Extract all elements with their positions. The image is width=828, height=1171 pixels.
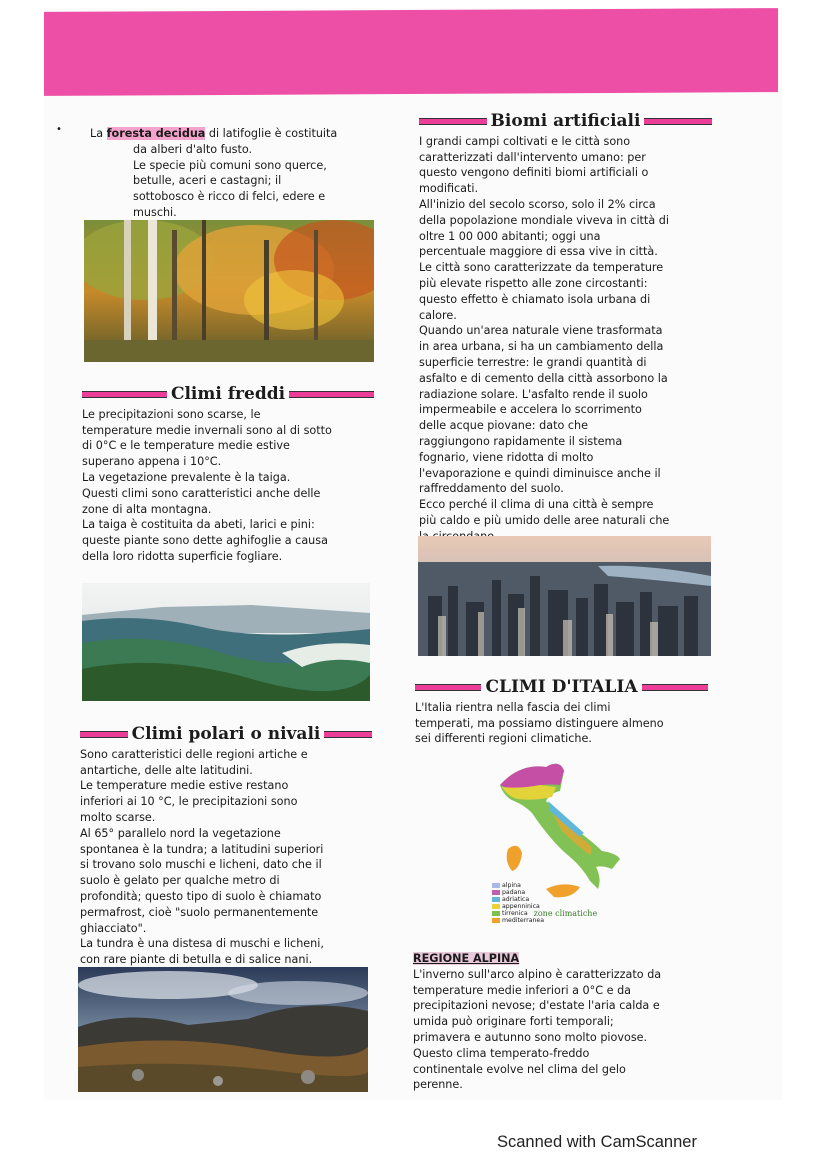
text-line: calore. bbox=[419, 308, 457, 322]
text-line: antartiche, delle alte latitudini. bbox=[80, 763, 253, 777]
text-line: spontanea è la tundra; a latitudini superiori bbox=[80, 842, 324, 856]
text-line: in area urbana, si ha un cambiamento della bbox=[419, 340, 664, 354]
climi-freddi-title: Climi freddi bbox=[82, 387, 374, 403]
text-line: precipitazioni nevose; d'estate l'aria calda e bbox=[413, 999, 660, 1013]
text-line: L'Italia rientra nella fascia dei climi bbox=[415, 700, 611, 714]
taiga-landscape-photo bbox=[82, 583, 370, 701]
text-line: Sono caratteristici delle regioni artiche e bbox=[80, 747, 308, 761]
text-line: profondità; questo tipo di suolo è chiamato bbox=[80, 889, 322, 903]
text-line: zone di alta montagna. bbox=[82, 502, 212, 516]
legend-item-appenninica: appenninica bbox=[492, 903, 597, 910]
legend-item-alpina: alpina bbox=[492, 882, 597, 889]
legend-item-mediterranea: mediterranea bbox=[492, 917, 597, 924]
text-line: più elevate rispetto alle zone circostanti: bbox=[419, 276, 648, 290]
text-line: temperature medie invernali sono al di sotto bbox=[82, 423, 332, 437]
text-line: della loro ridotta superficie fogliare. bbox=[82, 549, 283, 563]
text-line: Ecco perché il clima di una città è sempre bbox=[419, 498, 654, 512]
legend-item-adriatica: adriatica bbox=[492, 896, 597, 903]
text-line: questo vengono definiti biomi artificiali o bbox=[419, 166, 649, 180]
text-line: La tundra è una distesa di muschi e licheni, bbox=[80, 937, 324, 951]
text-line: L'inverno sull'arco alpino è caratterizzato da bbox=[413, 967, 662, 981]
text-line: I grandi campi coltivati e le città sono bbox=[419, 134, 631, 148]
text-line: perenne. bbox=[413, 1078, 463, 1092]
legend-item-padana: padana bbox=[492, 889, 597, 896]
text-line: La taiga è costituita da abeti, larici e pini: bbox=[82, 518, 315, 532]
text-line: oltre 1 00 000 abitanti; oggi una bbox=[419, 229, 601, 243]
text-line: modificati. bbox=[419, 182, 479, 196]
map-legend bbox=[492, 882, 597, 924]
text-line: sei differenti regioni climatiche. bbox=[415, 732, 592, 746]
text-line: asfalto e di cemento della città assorbono la bbox=[419, 371, 668, 385]
biomi-artificiali-section bbox=[419, 111, 712, 545]
text-line: Quando un'area naturale viene trasformata bbox=[419, 324, 663, 338]
biomi-artificiali-title: Biomi artificiali bbox=[419, 114, 712, 130]
text-line: ghiacciato". bbox=[80, 921, 147, 935]
deciduous-forest-photo bbox=[84, 220, 374, 362]
text-line: Le precipitazioni sono scarse, le bbox=[82, 407, 261, 421]
text-line: si trovano solo muschi e licheni, dato che il bbox=[80, 858, 322, 872]
foresta-decidua-text: La foresta decidua di latifoglie è costituita da alberi d'alto fusto. Le specie più comuni sono querce, betulle, aceri e castagni; il sottobosco è ricco di felci, edere e muschi. bbox=[90, 127, 338, 219]
camscanner-watermark: Scanned with CamScanner bbox=[497, 1133, 697, 1151]
text-line: questo effetto è chiamato isola urbana di bbox=[419, 292, 651, 306]
text-line: di 0°C e le temperature medie estive bbox=[82, 439, 290, 453]
regione-alpina-heading: REGIONE ALPINA bbox=[413, 952, 520, 965]
regione-alpina-section bbox=[413, 951, 713, 1093]
text-line: Questo clima temperato-freddo bbox=[413, 1046, 590, 1060]
text-line: Questi climi sono caratteristici anche delle bbox=[82, 486, 321, 500]
text-line: percentuale maggiore di essa vive in città. bbox=[419, 245, 658, 259]
climi-freddi-section bbox=[82, 384, 374, 565]
text-line: più caldo e più umido delle aree naturali che bbox=[419, 513, 670, 527]
pink-header-band bbox=[44, 8, 778, 96]
text-line: l'evaporazione e quindi diminuisce anche il bbox=[419, 466, 661, 480]
tundra-landscape-photo bbox=[78, 967, 368, 1092]
climi-polari-title: Climi polari o nivali bbox=[80, 727, 372, 743]
text-line: della popolazione mondiale viveva in città di bbox=[419, 213, 669, 227]
text-line: La vegetazione prevalente è la taiga. bbox=[82, 470, 291, 484]
text-line: raggiungono rapidamente il sistema bbox=[419, 434, 623, 448]
text-line: All'inizio del secolo scorso, solo il 2% circa bbox=[419, 197, 656, 211]
text-line: molto scarse. bbox=[80, 810, 156, 824]
text-line: impermeabile e accelera lo scorrimento bbox=[419, 403, 642, 417]
text-line: Al 65° parallelo nord la vegetazione bbox=[80, 826, 281, 840]
text-line: fognario, viene ridotta di molto bbox=[419, 450, 594, 464]
text-line: radiazione solare. L'asfalto rende il suolo bbox=[419, 387, 648, 401]
text-line: queste piante sono dette aghifoglie a causa bbox=[82, 534, 328, 548]
climi-polari-section bbox=[80, 724, 372, 968]
text-line: superficie terrestre: le grandi quantità di bbox=[419, 355, 647, 369]
text-line: temperature medie inferiori a 0°C e da bbox=[413, 983, 632, 997]
text-line: continentale evolve nel clima del gelo bbox=[413, 1062, 626, 1076]
text-line: Le città sono caratterizzate da temperature bbox=[419, 261, 664, 275]
text-line: Le temperature medie estive restano bbox=[80, 779, 289, 793]
text-line: delle acque piovane: dato che bbox=[419, 419, 588, 433]
city-aerial-photo bbox=[418, 536, 711, 656]
text-line: permafrost, cioè "suolo permanentemente bbox=[80, 905, 319, 919]
text-line: raffreddamento del suolo. bbox=[419, 482, 564, 496]
text-line: temperati, ma possiamo distinguere almeno bbox=[415, 716, 664, 730]
text-line: superano appena i 10°C. bbox=[82, 455, 222, 469]
climi-italia-title: CLIMI D'ITALIA bbox=[415, 680, 708, 696]
text-line: caratterizzati dall'intervento umano: per bbox=[419, 150, 646, 164]
text-line: con rare piante di betulla e di salice nani. bbox=[80, 953, 313, 967]
climi-italia-section bbox=[415, 677, 708, 747]
bullet-dot: • bbox=[56, 124, 62, 135]
legend-item-tirrenica: tirrenica zone climatiche bbox=[492, 910, 597, 917]
text-line: suolo è gelato per qualche metro di bbox=[80, 874, 280, 888]
text-line: inferiori ai 10 °C, le precipitazioni sono bbox=[80, 795, 298, 809]
legend-caption: zone climatiche bbox=[533, 909, 598, 918]
text-line: umida può originare forti temporali; bbox=[413, 1015, 614, 1029]
text-line: primavera e autunno sono molto piovose. bbox=[413, 1030, 648, 1044]
